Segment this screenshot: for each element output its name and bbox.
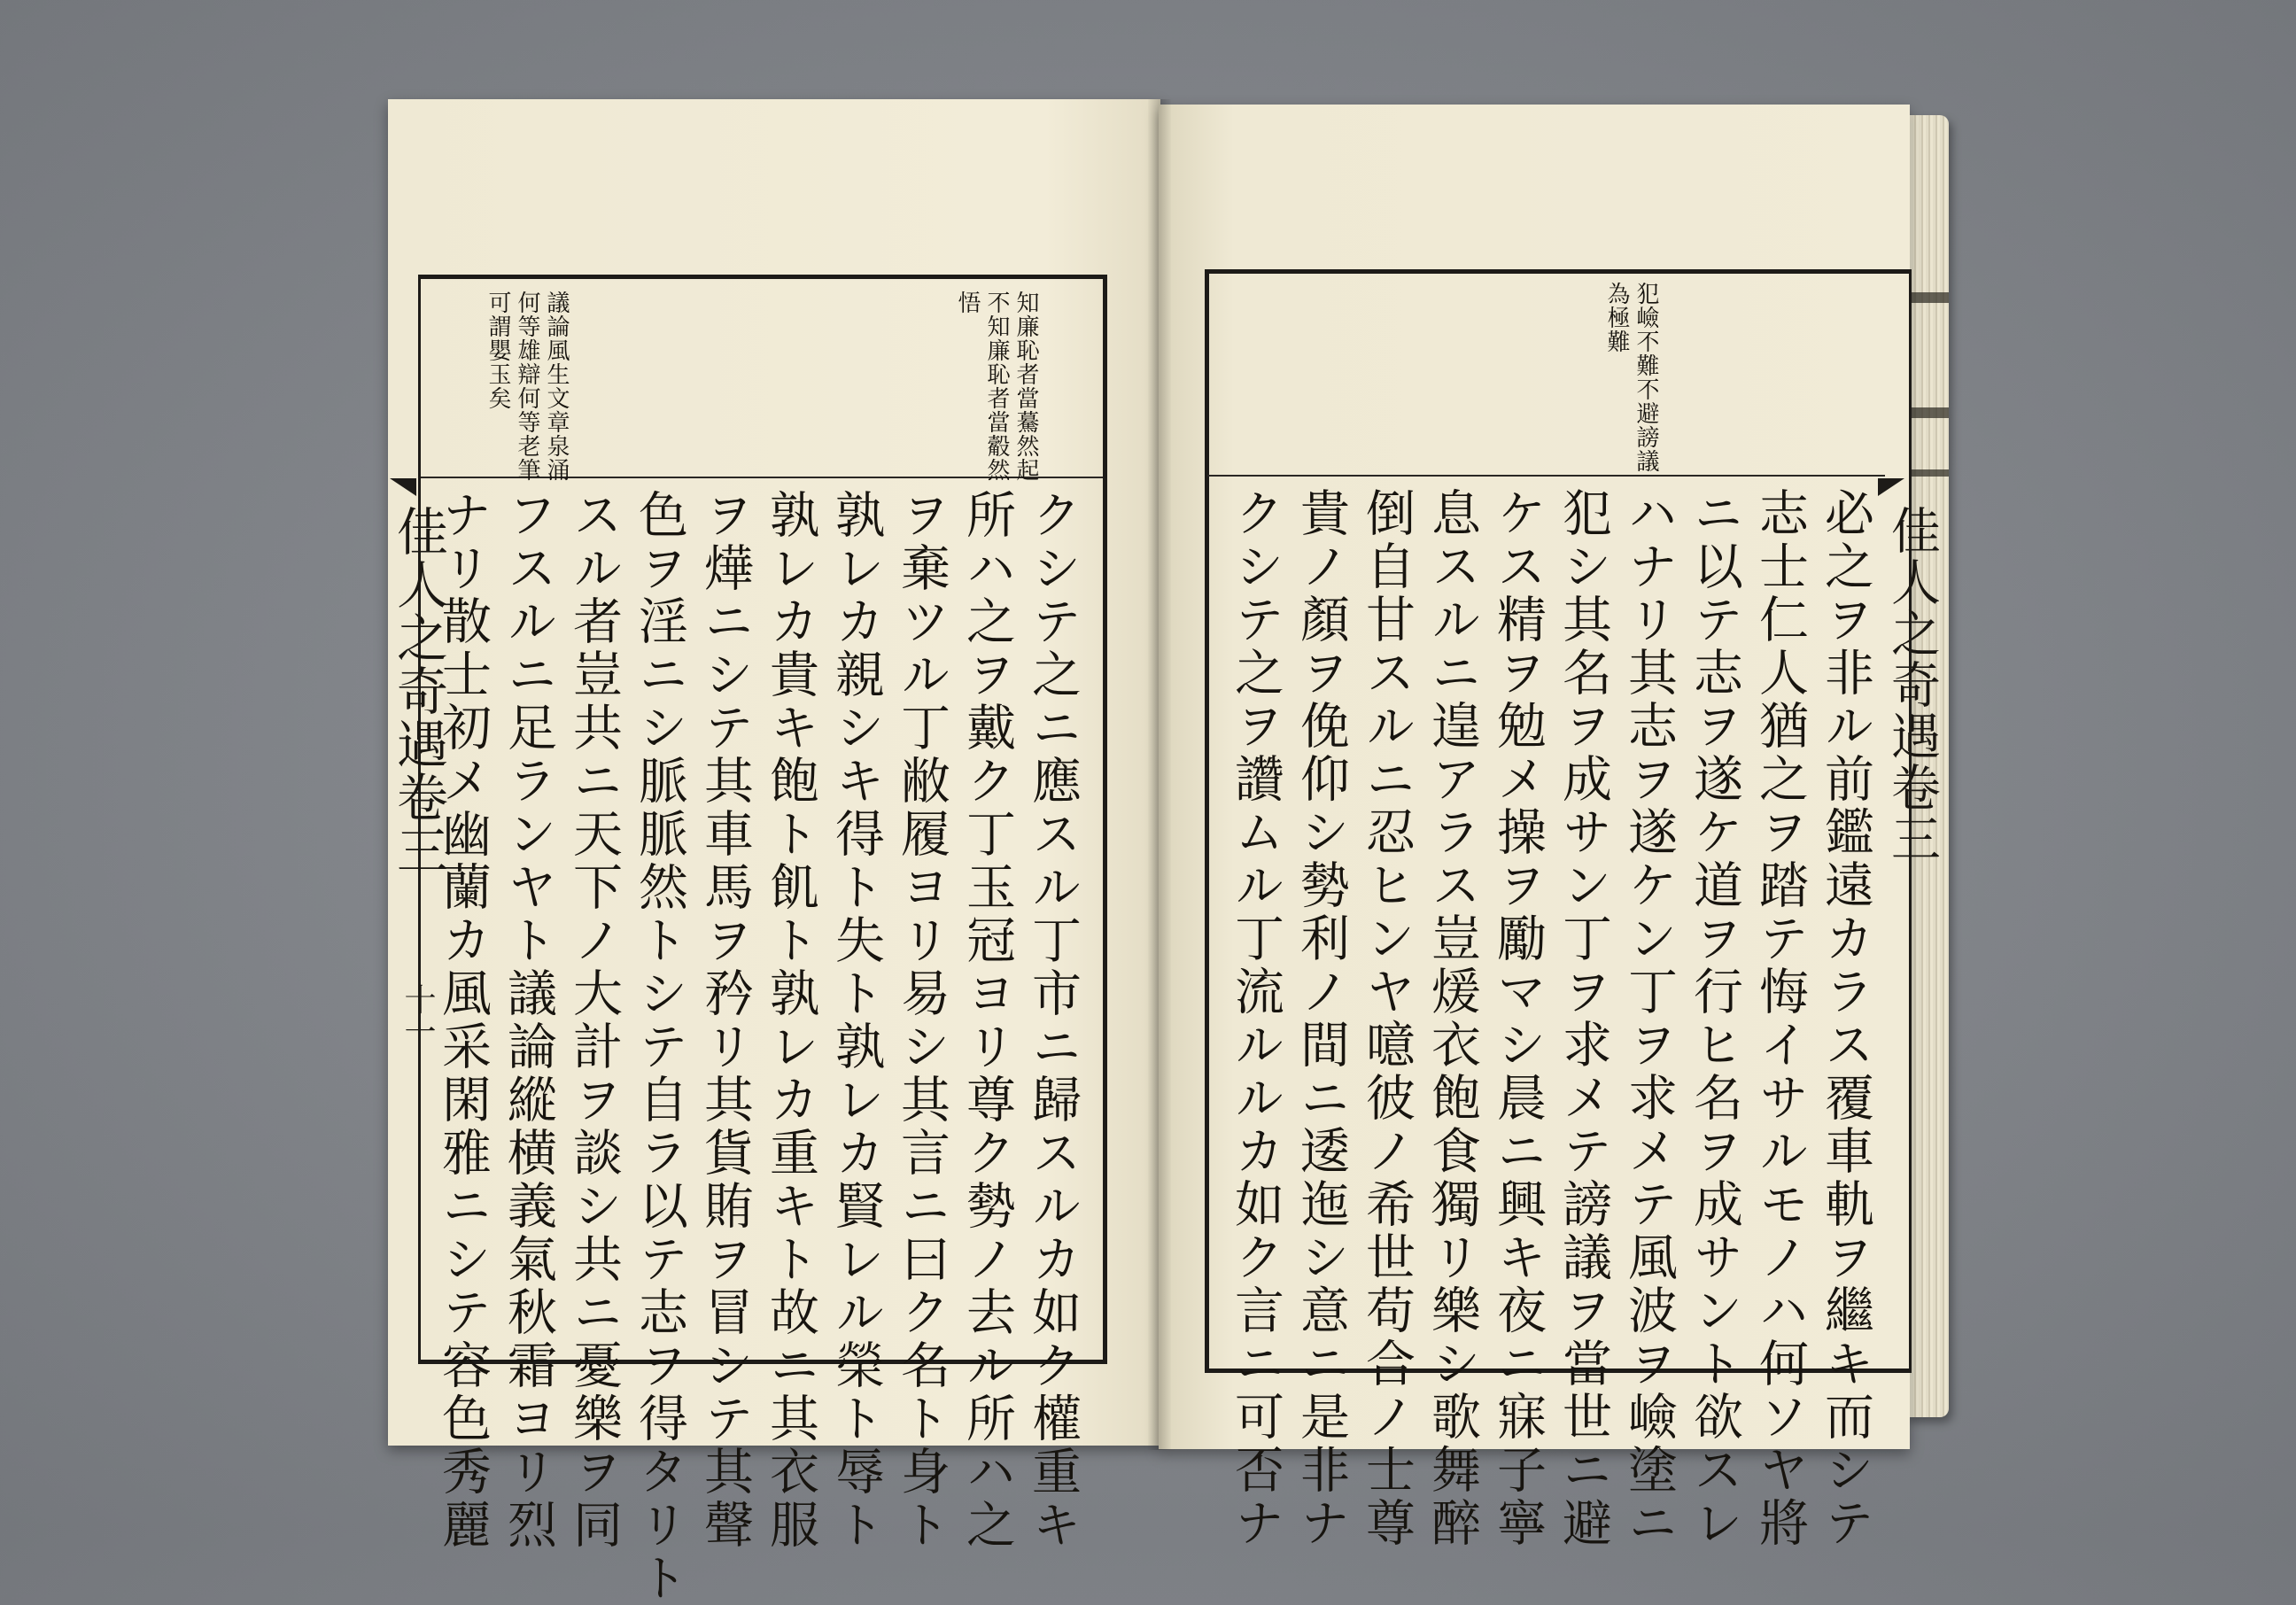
- title-marker: [390, 478, 416, 496]
- page-number: 十一: [399, 983, 436, 1047]
- text-column: ハナリ其志ヲ遂ケン丁ヲ求メテ風波ヲ嶮塗ニ: [1620, 487, 1678, 1550]
- text-column: クシテ之ニ應スル丁市ニ歸スルカ如ク權重キ: [1024, 489, 1082, 1552]
- text-column: 所ハ之ヲ戴ク丁玉冠ヨリ尊ク勢ノ去ル所ハ之: [958, 489, 1016, 1552]
- running-title: 佳人之奇遇卷三: [1883, 505, 1941, 865]
- text-column: 志士仁人猶之ヲ踏テ悔イサルモノハ何ソヤ將: [1751, 487, 1809, 1550]
- text-column: スル者豈共ニ天下ノ大計ヲ談シ共ニ憂樂ヲ同: [565, 489, 623, 1552]
- title-marker: [1878, 478, 1904, 496]
- text-column: ヲ燁ニシテ其車馬ヲ矜リ其貨賄ヲ冒シテ其聲: [696, 489, 754, 1552]
- headnote-line: 可謂嬰玉矣: [485, 291, 511, 410]
- headnote-line: 議論風生文章泉涌: [543, 291, 570, 482]
- headnote-line: 犯嶮不難不避謗議: [1633, 282, 1659, 473]
- text-column: 孰レカ親シキ得ト失ト孰レカ賢レル榮ト辱ト: [827, 489, 885, 1552]
- text-column: ナリ散士初メ幽蘭カ風采閑雅ニシテ容色秀麗: [434, 489, 492, 1552]
- text-column: 倒自甘スルニ忍ヒンヤ噫彼ノ希世苟合ノ士尊: [1358, 487, 1416, 1550]
- book-gutter: [1148, 99, 1171, 1450]
- headnote-line: 為極難: [1603, 282, 1630, 353]
- headnote-line: 知廉恥者當驀然起: [1012, 291, 1039, 482]
- headnote-line: 何等雄辯何等老筆: [514, 291, 540, 482]
- text-column: ヲ棄ツル丁敝履ヨリ易シ其言ニ曰ク名ト身ト: [893, 489, 950, 1552]
- text-column: フスルニ足ランヤト議論縱横義氣秋霜ヨリ烈: [500, 489, 557, 1552]
- text-column: 貴ノ顏ヲ俛仰シ勢利ノ間ニ逶迤シ意ニ是非ナ: [1292, 487, 1350, 1550]
- headnote-line: 悟: [954, 291, 981, 314]
- text-column: 犯シ其名ヲ成サン丁ヲ求メテ謗議ヲ當世ニ避: [1555, 487, 1612, 1550]
- right-headnote-rule: [1207, 475, 1885, 477]
- text-column: ニ以テ志ヲ遂ケ道ヲ行ヒ名ヲ成サント欲スレ: [1686, 487, 1743, 1550]
- text-column: 色ヲ淫ニシ脈脈然トシテ自ラ以テ志ヲ得タリト: [631, 489, 688, 1605]
- text-column: 必之ヲ非ル前鑑遠カラス覆車軌ヲ繼キ而シテ: [1817, 487, 1874, 1550]
- headnote-line: 不知廉恥者當觳然: [983, 291, 1010, 482]
- text-column: クシテ之ヲ讚ムル丁流ルルカ如ク言ニ可否ナ: [1227, 487, 1284, 1550]
- text-column: 息スルニ遑アラス豈煖衣飽食獨リ樂シ歌舞醉: [1423, 487, 1481, 1550]
- text-column: 孰レカ貴キ飽ト飢ト孰レカ重キト故ニ其衣服: [762, 489, 819, 1552]
- text-column: ケス精ヲ勉メ操ヲ勵マシ晨ニ興キ夜ニ寐子寧: [1489, 487, 1547, 1550]
- running-title: 佳人之奇遇卷三: [388, 505, 448, 877]
